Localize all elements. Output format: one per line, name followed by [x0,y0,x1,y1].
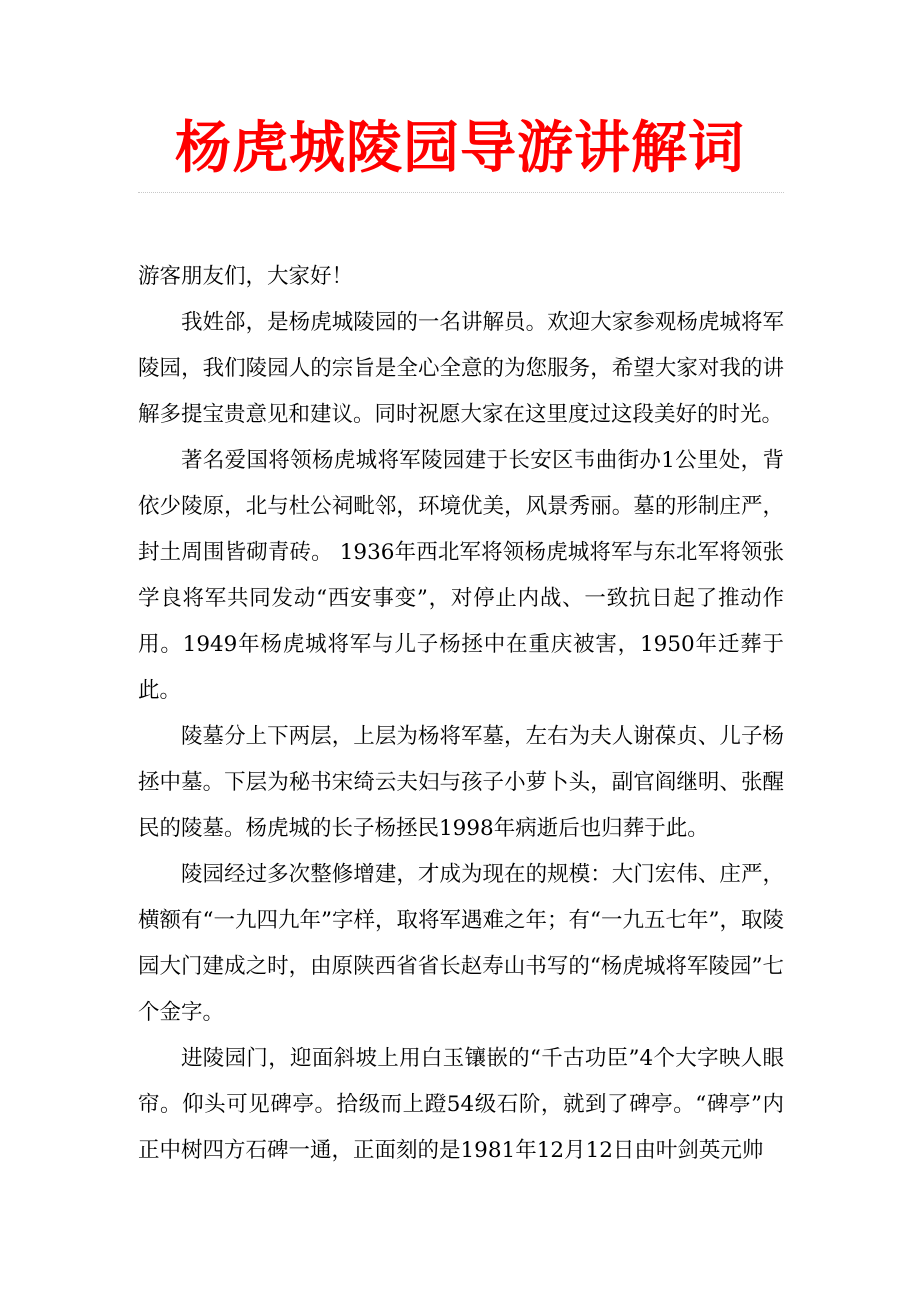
body-paragraph: 我姓郃，是杨虎城陵园的一名讲解员。欢迎大家参观杨虎城将军陵园，我们陵园人的宗旨是全心全意的为您服务，希望大家对我的讲解多提宝贵意见和建议。同时祝愿大家在这里度过这段美好的时光。 [138,310,784,427]
document-title: 杨虎城陵园导游讲解词 [175,115,745,181]
body-paragraph: 著名爱国将领杨虎城将军陵园建于长安区韦曲街办1公里处，背依少陵原，北与杜公祠毗邻，环境优美，风景秀丽。墓的形制庄严，封土周围皆砌青砖。 1936年西北军将领杨虎城将军与东北军将领张学良将军共同发动“西安事变”，对停止内战、一致抗日起了推动作用。1949年杨虎城将军与儿子杨拯中在重庆被害，1950年迁葬于此。 [138,448,784,703]
title-divider [138,192,784,193]
body-paragraph: 进陵园门，迎面斜坡上用白玉镶嵌的“千古功臣”4个大字映人眼帘。仰头可见碑亭。拾级而上蹬54级石阶，就到了碑亭。“碑亭”内正中树四方石碑一通，正面刻的是1981年12月12日由叶剑英元帅 [138,1046,784,1163]
document-body [138,254,784,1174]
greeting-paragraph: 游客朋友们，大家好！ [138,264,354,289]
body-paragraph: 陵园经过多次整修增建，才成为现在的规模：大门宏伟、庄严，横额有“一九四九年”字样，取将军遇难之年；有“一九五七年”，取陵园大门建成之时，由原陕西省省长赵寿山书写的“杨虎城将军陵园”七个金字。 [138,862,784,1025]
body-paragraph: 陵墓分上下两层，上层为杨将军墓，左右为夫人谢葆贞、儿子杨拯中墓。下层为秘书宋绮云夫妇与孩子小萝卜头，副官阎继明、张醒民的陵墓。杨虎城的长子杨拯民1998年病逝后也归葬于此。 [138,724,784,841]
